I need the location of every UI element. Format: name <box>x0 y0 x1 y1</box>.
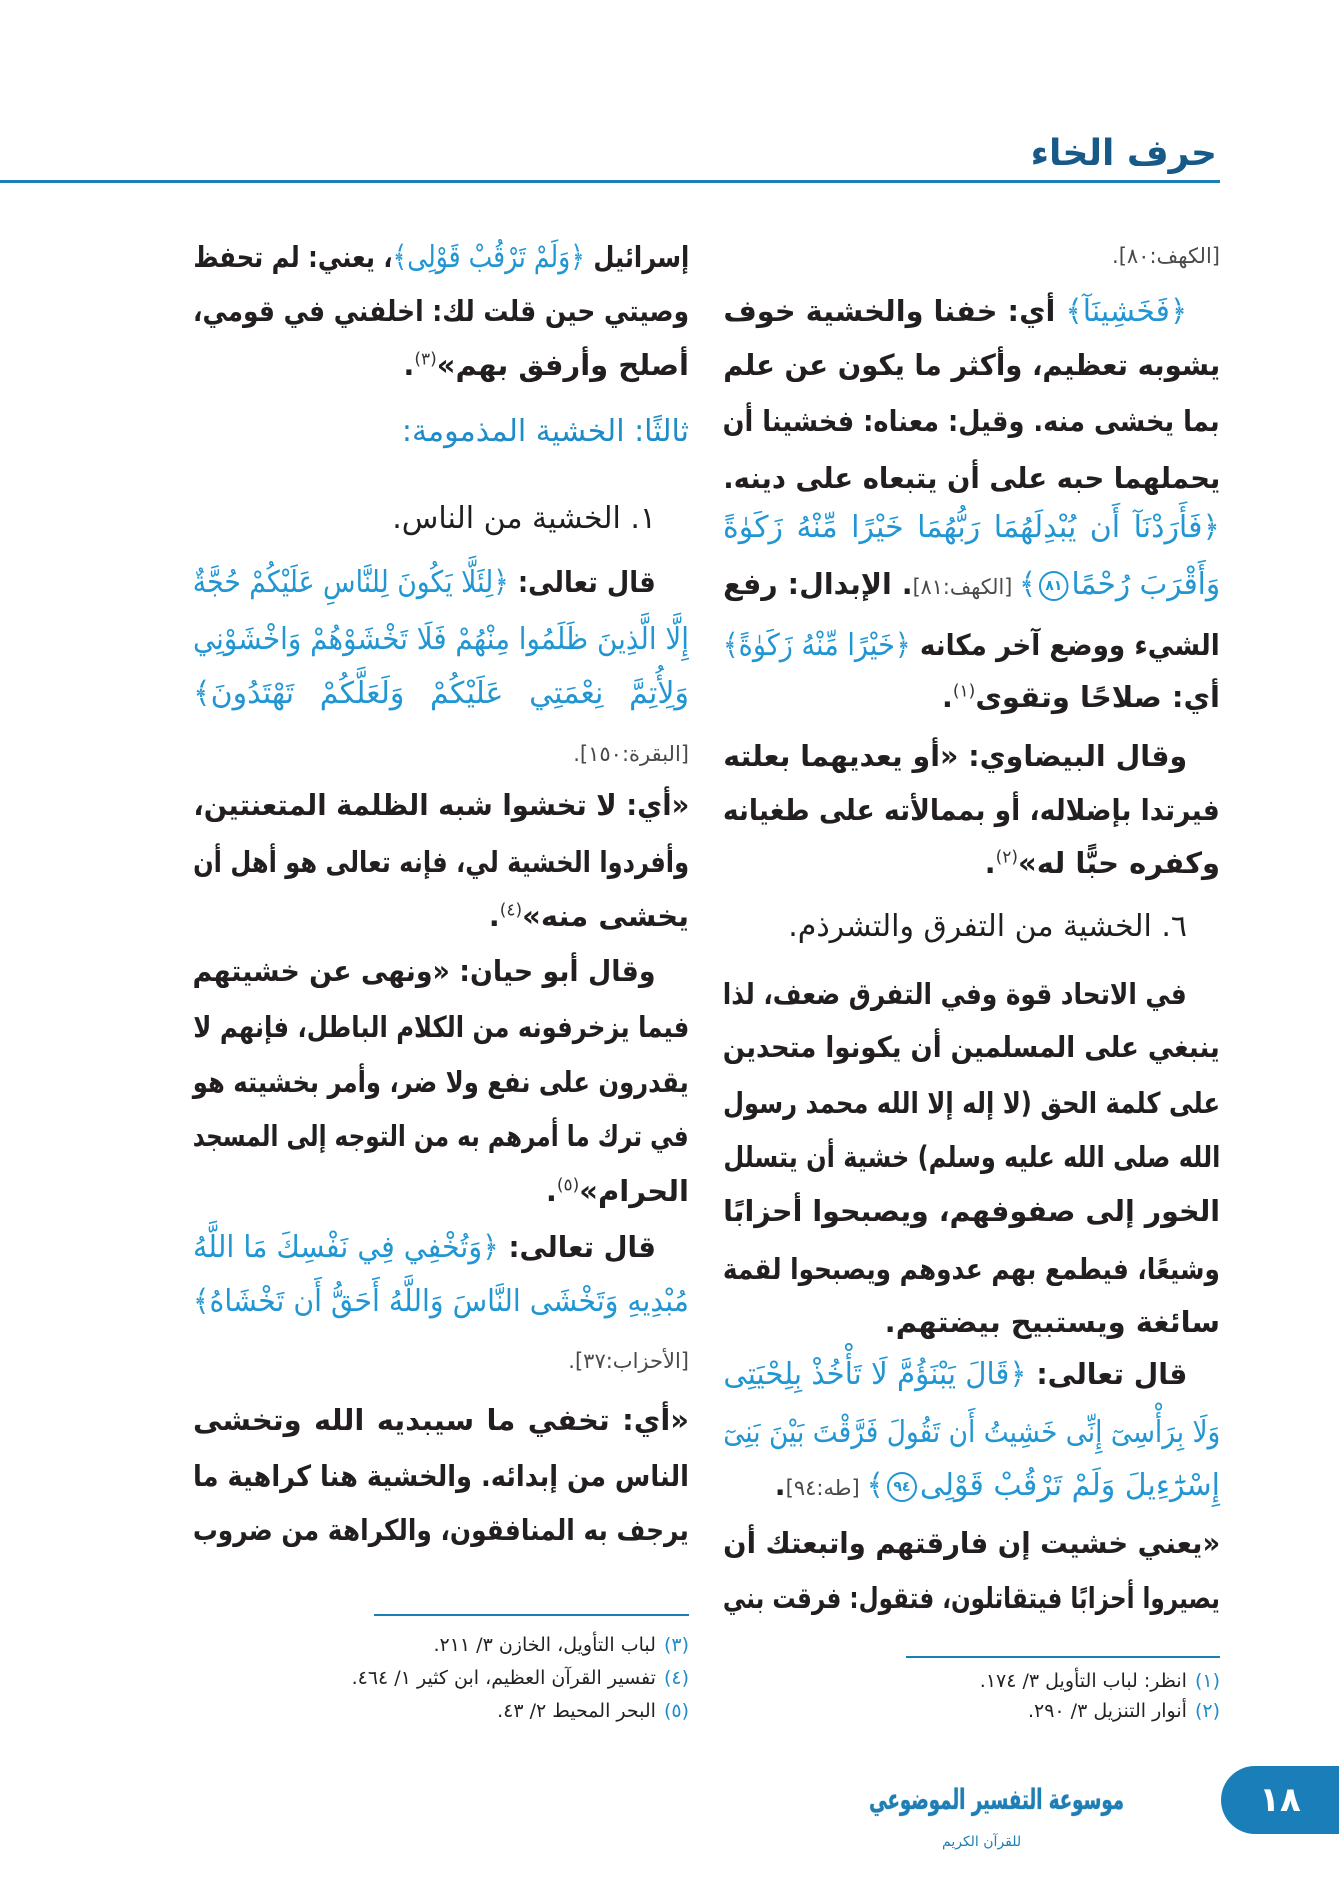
text-line <box>723 1130 1220 1184</box>
verse-reference: [الكهف:٨٠]. <box>1112 244 1220 268</box>
line-content <box>723 1571 1220 1625</box>
text-line <box>193 491 689 545</box>
line-content <box>723 1405 1220 1460</box>
text-line <box>723 1405 1220 1459</box>
line-content <box>723 394 1220 448</box>
body-text: فيما يزخرفونه من الكلام الباطل، فإنهم لا <box>193 1010 689 1044</box>
footnote-text: لباب التأويل، الخازن ٣/ ٢١١. <box>433 1634 656 1656</box>
body-text: الشيء ووضع آخر مكانه <box>910 628 1220 662</box>
line-content <box>193 1109 689 1163</box>
line-content <box>193 1403 689 1437</box>
chapter-title: حرف الخاء <box>1030 133 1217 174</box>
body-text: في الاتحاد قوة وفي التفرق ضعف، لذا <box>723 977 1187 1011</box>
body-text: يشوبه تعظيم، وأكثر ما يكون عن علم <box>722 348 1220 382</box>
quran-text: مُبْدِيهِ وَتَخْشَى النَّاسَ وَاللَّهُ أَحَقُّ أَن تَخْشَاهُ﴾ <box>192 1284 689 1319</box>
footnote-text: انظر: لباب التأويل ٣/ ١٧٤. <box>979 1670 1187 1692</box>
line-content <box>723 1242 1220 1296</box>
line-content <box>723 729 1187 783</box>
line-content <box>723 1184 1220 1238</box>
footnote-separator <box>906 1656 1220 1658</box>
verse-reference: [الأحزاب:٣٧]. <box>568 1349 689 1373</box>
line-content <box>723 557 1220 614</box>
header-rule <box>0 180 1220 183</box>
text-line <box>723 451 1220 505</box>
text-line <box>193 1393 689 1447</box>
line-content <box>193 1000 689 1054</box>
footnote-number: (٥) <box>663 1700 689 1722</box>
text-line <box>193 724 689 778</box>
line-content <box>193 555 656 610</box>
quran-text: إِسْرَٰٓءِيلَ وَلَمْ تَرْقُبْ قَوْلِى <box>919 1468 1220 1503</box>
footnote-text: أنوار التنزيل ٣/ ٢٩٠. <box>1027 1700 1187 1722</box>
quran-text: ﴾ <box>866 1468 884 1503</box>
line-content <box>723 1076 1220 1130</box>
text-line <box>723 557 1220 611</box>
text-line <box>723 783 1220 837</box>
body-text: . الإبدال: رفع <box>722 567 913 601</box>
line-content <box>723 451 1220 505</box>
text-line <box>193 1503 689 1557</box>
quran-text: إِلَّا الَّذِينَ ظَلَمُوا مِنْهُمْ فَلَا تَخْشَوْهُمْ وَاخْشَوْنِي <box>193 622 689 657</box>
line-content <box>193 230 689 285</box>
body-text: «أي: لا تخشوا شبه الظلمة المتعنتين، <box>193 788 689 822</box>
verse-reference: [الكهف:٨١] <box>912 575 1019 599</box>
footnote-text: تفسير القرآن العظيم، ابن كثير ١/ ٤٦٤. <box>351 1667 656 1689</box>
body-text: يخشى منه» <box>522 899 689 933</box>
line-content <box>942 680 1220 714</box>
line-content <box>723 967 1187 1021</box>
footnote <box>193 1697 689 1725</box>
line-content <box>723 284 1187 339</box>
line-content <box>573 734 689 768</box>
quran-text: ﴿وَلَمْ تَرْقُبْ قَوْلِى﴾ <box>392 240 585 275</box>
text-line <box>723 967 1220 1021</box>
text-line <box>193 1000 689 1054</box>
line-content <box>193 284 689 338</box>
text-line <box>193 1164 689 1218</box>
text-line <box>193 666 689 720</box>
line-content <box>885 1305 1220 1339</box>
text-line <box>723 394 1220 448</box>
footnote-marker: (١) <box>952 681 976 702</box>
text-line <box>193 1449 689 1503</box>
line-content <box>193 1503 689 1557</box>
line-content <box>723 338 1220 392</box>
body-text: . <box>403 348 415 382</box>
footnote-number: (٣) <box>663 1634 689 1656</box>
quran-text: ﴿لِئَلَّا يَكُونَ لِلنَّاسِ عَلَيْكُمْ حُجَّةٌ <box>193 565 510 600</box>
line-content <box>403 348 689 382</box>
line-content <box>193 1274 689 1329</box>
section-heading: ١. الخشية من الناس. <box>392 501 656 536</box>
logo-subtitle: للقرآن الكريم <box>942 1834 1022 1850</box>
text-line <box>723 338 1220 392</box>
quran-text: ﴿قَالَ يَبْنَؤُمَّ لَا تَأْخُذْ بِلِحْيَتِى <box>722 1357 1027 1392</box>
footnote-number: (٤) <box>663 1667 689 1689</box>
body-text: . <box>774 1468 786 1502</box>
line-content <box>723 1020 1220 1074</box>
body-text: أي: صلاحًا وتقوى <box>975 680 1220 714</box>
verse-number-marker: ٩٤ <box>887 1472 917 1502</box>
body-text: سائغة ويستبيح بيضتهم. <box>884 1305 1220 1339</box>
section-heading: ثالثًا: الخشية المذمومة: <box>401 414 689 449</box>
footnote-marker: (٣) <box>414 349 437 370</box>
body-text: ، يعني: لم تحفظ <box>193 240 393 274</box>
text-line <box>193 1331 689 1385</box>
footnote <box>193 1664 689 1692</box>
text-line <box>193 944 689 998</box>
line-content <box>193 778 689 832</box>
line-content <box>193 835 689 889</box>
text-line <box>723 729 1220 783</box>
line-content <box>723 510 1220 544</box>
quran-text: وَأَقْرَبَ رُحْمًا <box>1071 567 1220 602</box>
text-line <box>193 1109 689 1163</box>
body-text: «أي: تخفي ما سيبديه الله وتخشى <box>193 1403 689 1437</box>
line-content <box>546 1174 689 1208</box>
text-line <box>723 836 1220 890</box>
body-text: . <box>545 1174 557 1208</box>
body-text: وقال البيضاوي: «أو يعديهما بعلته <box>723 739 1187 773</box>
body-text: بما يخشى منه. وقيل: معناه: فخشينا أن <box>722 404 1220 438</box>
quran-text: ﴿خَيْرًا مِّنْهُ زَكَوٰةً﴾ <box>723 628 911 663</box>
text-line <box>723 284 1220 338</box>
verse-reference: [طه:٩٤] <box>785 1476 867 1500</box>
line-content <box>489 899 689 933</box>
line-content <box>193 612 689 667</box>
text-line <box>723 670 1220 724</box>
text-line <box>193 835 689 889</box>
text-line <box>193 1055 689 1109</box>
text-line <box>193 338 689 392</box>
logo-title: موسوعة التفسير الموضوعي <box>868 1783 1124 1816</box>
body-text: ينبغي على المسلمين أن يكونوا متحدين <box>722 1030 1220 1064</box>
text-line <box>193 1274 689 1328</box>
text-line <box>723 226 1220 280</box>
text-line <box>193 555 689 609</box>
text-line <box>723 1347 1220 1401</box>
body-text: أصلح وأرفق بهم» <box>436 348 689 382</box>
text-line <box>193 230 689 284</box>
body-text: وقال أبو حيان: «ونهى عن خشيتهم <box>192 954 656 988</box>
body-text: قال تعالى: <box>509 565 656 599</box>
body-text: قال تعالى: <box>498 1230 656 1264</box>
text-line <box>193 778 689 832</box>
text-line <box>723 1571 1220 1625</box>
body-text: على كلمة الحق (لا إله إلا الله محمد رسول <box>722 1086 1220 1120</box>
footnote-marker: (٢) <box>995 847 1019 868</box>
quran-text: ﴿فَخَشِينَآ﴾ <box>1065 294 1187 329</box>
body-text: . <box>488 899 500 933</box>
text-line <box>723 1242 1220 1296</box>
quran-text: ﴿فَأَرَدْنَآ أَن يُبْدِلَهُمَا رَبُّهُمَا خَيْرًا مِّنْهُ زَكَوٰةً <box>723 510 1220 545</box>
body-text: يقدرون على نفع ولا ضر، وأمر بخشيته هو <box>192 1065 689 1099</box>
text-line <box>723 899 1220 953</box>
verse-reference: [البقرة:١٥٠]. <box>573 742 689 766</box>
logo-title-box <box>868 1772 1193 1828</box>
footnote <box>193 1631 689 1659</box>
body-text: الله صلى الله عليه وسلم) خشية أن يتسلل <box>722 1140 1220 1174</box>
line-content <box>723 1516 1220 1570</box>
body-text: أي: خفنا والخشية خوف <box>723 294 1066 328</box>
line-content <box>775 1468 1220 1502</box>
body-text: في ترك ما أمرهم به من التوجه إلى المسجد <box>193 1119 689 1153</box>
text-line <box>723 1020 1220 1074</box>
body-text: يصيروا أحزابًا فيتقاتلون، فتقول: فرقت بني <box>722 1581 1220 1615</box>
quran-text: وَلَا بِرَأْسِىٓ إِنِّى خَشِيتُ أَن تَقُولَ فَرَّقْتَ بَيْنَ بَنِىٓ <box>722 1415 1220 1450</box>
footnote-marker: (٤) <box>499 900 523 921</box>
quran-text: ﴾ <box>1018 567 1036 602</box>
line-content <box>193 1220 656 1275</box>
line-content <box>985 846 1220 880</box>
body-text: وشيعًا، فيطمع بهم عدوهم ويصبحوا لقمة <box>723 1252 1220 1286</box>
body-text: يحملهما حبه على أن يتبعاه على دينه. <box>722 461 1220 495</box>
body-text: . <box>984 846 996 880</box>
text-line <box>723 1516 1220 1570</box>
body-text: . <box>941 680 953 714</box>
text-line <box>193 612 689 666</box>
body-text: يرجف به المنافقون، والكراهة من ضروب <box>193 1513 689 1547</box>
line-content <box>723 1347 1187 1402</box>
quran-text: وَلِأُتِمَّ نِعْمَتِي عَلَيْكُمْ وَلَعَلَّكُمْ تَهْتَدُونَ﴾ <box>193 676 689 711</box>
line-content <box>392 501 656 535</box>
line-content <box>193 1055 689 1109</box>
body-text: الحرام» <box>579 1174 689 1208</box>
text-line <box>723 1184 1220 1238</box>
footnote <box>723 1667 1220 1695</box>
line-content <box>193 944 656 998</box>
body-text: إسرائيل <box>584 240 689 274</box>
body-text: وصيتي حين قلت لك: اخلفني في قومي، <box>192 294 689 328</box>
body-text: وكفره حبًّا له» <box>1018 846 1220 880</box>
page-number: ١٨ <box>1221 1766 1339 1834</box>
text-line <box>723 1076 1220 1130</box>
footnote-separator <box>374 1614 689 1616</box>
line-content <box>193 676 689 710</box>
body-text: الخور إلى صفوفهم، ويصبحوا أحزابًا <box>722 1194 1220 1228</box>
footnote-number: (٢) <box>1194 1700 1220 1722</box>
footnote <box>723 1697 1220 1725</box>
body-text: فيرتدا بإضلاله، أو بممالأته على طغيانه <box>722 793 1220 827</box>
text-line <box>723 1295 1220 1349</box>
body-text: الناس من إبدائه. والخشية هنا كراهية ما <box>192 1459 689 1493</box>
text-line <box>193 284 689 338</box>
line-content <box>568 1341 689 1375</box>
text-line <box>193 1220 689 1274</box>
text-line <box>193 404 689 458</box>
section-heading: ٦. الخشية من التفرق والتشرذم. <box>788 909 1187 944</box>
body-text: وأفردوا الخشية لي، فإنه تعالى هو أهل أن <box>193 845 689 879</box>
line-content <box>402 414 689 448</box>
series-logo <box>868 1772 1193 1858</box>
text-line <box>723 618 1220 672</box>
line-content <box>723 1130 1220 1184</box>
quran-text: ﴿وَتُخْفِي فِي نَفْسِكَ مَا اللَّهُ <box>193 1230 499 1265</box>
text-line <box>723 500 1220 554</box>
body-text: «يعني خشيت إن فارقتهم واتبعتك أن <box>722 1526 1220 1560</box>
line-content <box>788 909 1187 943</box>
line-content <box>723 618 1220 673</box>
text-line <box>723 1458 1220 1512</box>
footnote-number: (١) <box>1194 1670 1220 1692</box>
line-content <box>193 1449 689 1503</box>
footnote-text: البحر المحيط ٢/ ٤٣. <box>497 1700 656 1722</box>
footnote-marker: (٥) <box>556 1175 580 1196</box>
verse-number-marker: ٨١ <box>1039 571 1069 601</box>
line-content <box>1112 236 1220 270</box>
body-text: قال تعالى: <box>1026 1357 1187 1391</box>
text-line <box>193 889 689 943</box>
line-content <box>723 783 1220 837</box>
